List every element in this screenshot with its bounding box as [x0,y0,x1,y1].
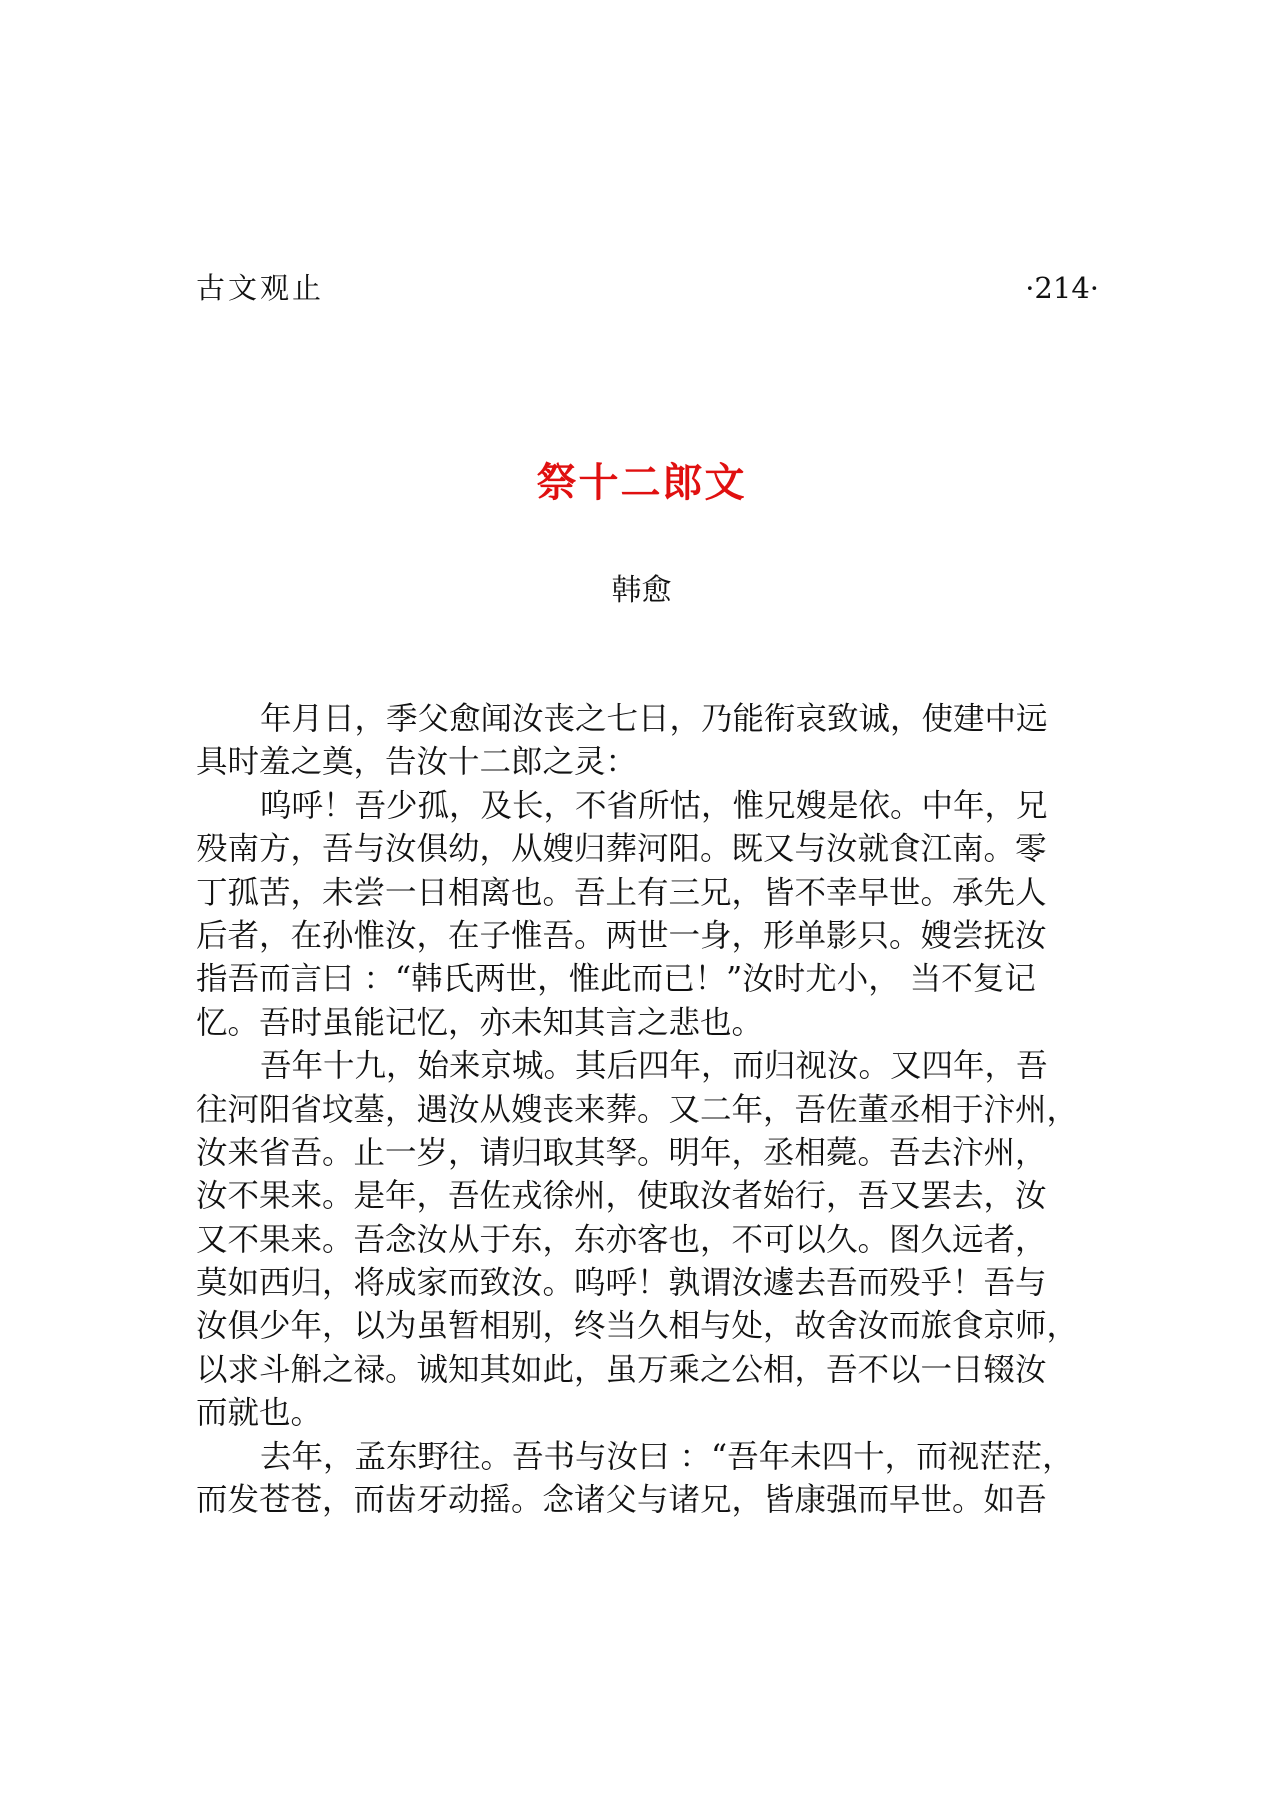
text-line: 又不果来。吾念汝从于东，东亦客也，不可以久。图久远者， [196,1221,1047,1258]
text-line: 具时羞之奠，告汝十二郎之灵： [196,744,638,781]
page-number: ·214· [1025,271,1099,305]
book-title: 古文观止 [196,271,325,305]
text-line: 丁孤苦，未尝一日相离也。吾上有三兄，皆不幸早世。承先人 [196,874,1047,911]
text-line: 汝不果来。是年，吾佐戎徐州，使取汝者始行，吾又罢去，汝 [196,1178,1047,1215]
text-line: 往河阳省坟墓，遇汝从嫂丧来葬。又二年，吾佐董丞相于汴州， [196,1091,1079,1128]
article-author: 韩愈 [611,573,672,608]
text-line: 莫如西归，将成家而致汝。呜呼！孰谓汝遽去吾而殁乎！吾与 [196,1265,1047,1302]
text-line: 汝来省吾。止一岁，请归取其孥。明年，丞相薨。吾去汴州， [196,1134,1047,1171]
text-line: 殁南方，吾与汝俱幼，从嫂归葬河阳。既又与汝就食江南。零 [196,831,1047,868]
text-line: 指吾而言曰 ：“韩氏两世，惟此而已！”汝时尤小， 当不复记 [196,961,1036,998]
article-title: 祭十二郎文 [536,460,747,506]
text-line: 以求斗斛之禄。诚知其如此，虽万乘之公相，吾不以一日辍汝 [196,1351,1047,1388]
text-line: 汝俱少年，以为虽暂相别，终当久相与处，故舍汝而旅食京师， [196,1308,1079,1345]
text-line: 年月日，季父愈闻汝丧之七日，乃能衔哀致诚，使建中远 [260,701,1048,737]
text-line: 去年，孟东野往。吾书与汝曰 ：“吾年未四十，而视茫茫， [260,1438,1074,1475]
article-body [196,698,1096,1522]
text-line: 忆。吾时虽能记忆，亦未知其言之悲也。 [196,1004,764,1041]
text-line: 而就也。 [196,1395,323,1432]
text-line: 吾年十九，始来京城。其后四年，而归视汝。又四年，吾 [260,1048,1048,1085]
text-line: 呜呼！吾少孤，及长，不省所怙，惟兄嫂是依。中年，兄 [260,787,1048,824]
text-line: 而发苍苍，而齿牙动摇。念诸父与诸兄，皆康强而早世。如吾 [196,1482,1047,1519]
text-line: 后者，在孙惟汝，在子惟吾。两世一身，形单影只。嫂尝抚汝 [196,917,1047,954]
